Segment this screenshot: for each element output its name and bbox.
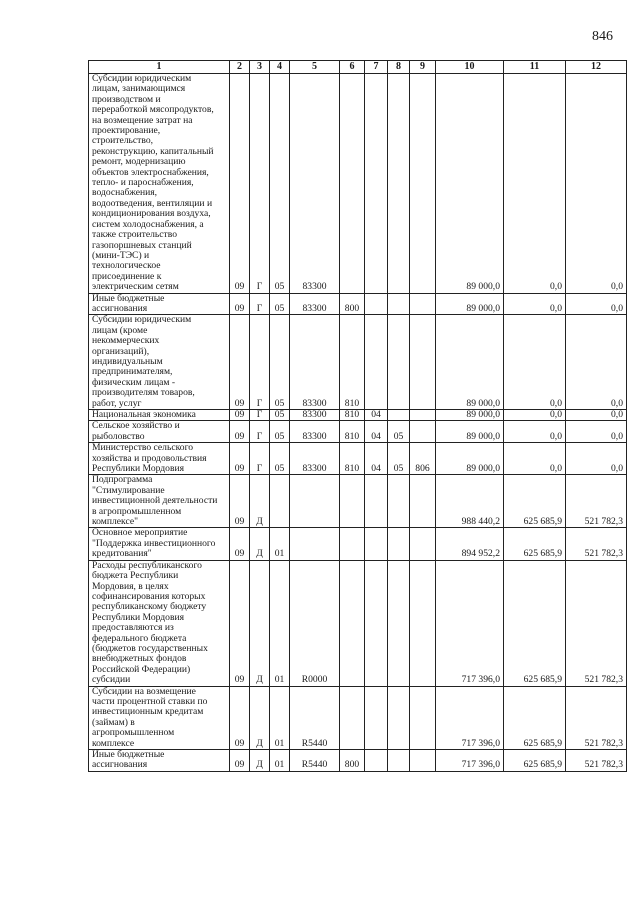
subsection-cell: [388, 475, 410, 528]
amount-col11-cell: 625 685,9: [504, 750, 566, 772]
subsection-cell: [388, 410, 410, 421]
expense-name-cell: Сельское хозяйство и рыболовство: [89, 421, 230, 443]
amount-col11-cell: 0,0: [504, 74, 566, 294]
program-code-cell: 09: [230, 315, 250, 410]
expense-type-cell: [340, 475, 365, 528]
activity-code-cell: 05: [270, 443, 290, 475]
amount-col10-cell: 717 396,0: [436, 686, 504, 749]
ministry-code-cell: [410, 74, 436, 294]
header-cell: 7: [365, 61, 388, 74]
section-cell: [365, 315, 388, 410]
expense-type-cell: [340, 686, 365, 749]
expense-name-cell: Иные бюджетные ассигнования: [89, 293, 230, 315]
expense-type-cell: 810: [340, 443, 365, 475]
amount-col12-cell: 521 782,3: [566, 686, 627, 749]
program-code-cell: 09: [230, 421, 250, 443]
direction-code-cell: R5440: [290, 686, 340, 749]
direction-code-cell: 83300: [290, 410, 340, 421]
program-code-cell: 09: [230, 528, 250, 560]
direction-code-cell: R5440: [290, 750, 340, 772]
amount-col11-cell: 0,0: [504, 293, 566, 315]
expense-name-cell: Субсидии на возмещение части процентной ставки по инвестиционным кредитам (займам) в агропромышленном комплексе: [89, 686, 230, 749]
section-cell: [365, 528, 388, 560]
program-code-cell: 09: [230, 293, 250, 315]
table-row: [89, 528, 627, 560]
amount-col12-cell: 521 782,3: [566, 475, 627, 528]
header-cell: 2: [230, 61, 250, 74]
expense-type-cell: 810: [340, 410, 365, 421]
table-row: [89, 475, 627, 528]
section-cell: 04: [365, 421, 388, 443]
subsection-cell: 05: [388, 421, 410, 443]
amount-col11-cell: 0,0: [504, 421, 566, 443]
ministry-code-cell: [410, 410, 436, 421]
activity-code-cell: 05: [270, 410, 290, 421]
section-cell: 04: [365, 443, 388, 475]
direction-code-cell: 83300: [290, 443, 340, 475]
amount-col12-cell: 0,0: [566, 315, 627, 410]
activity-code-cell: [270, 475, 290, 528]
header-cell: 1: [89, 61, 230, 74]
expense-type-cell: [340, 528, 365, 560]
direction-code-cell: 83300: [290, 74, 340, 294]
program-code-cell: 09: [230, 686, 250, 749]
expense-name-cell: Субсидии юридическим лицам, занимающимся производством и переработкой мясопродуктов, на возмещение затрат на проектирование, строительство, реконструкцию, капитальный ремонт, модернизацию объектов электроснабжения, тепло- и пароснабжения, водоснабжения, водоотведения, вентиляции и кондиционирования воздуха, систем холодоснабжения, а также строительство газопоршневых станций (мини-ТЭС) и технологическое присоединение к электрическим сетям: [89, 74, 230, 294]
activity-code-cell: 05: [270, 315, 290, 410]
table-row: [89, 421, 627, 443]
amount-col12-cell: 0,0: [566, 410, 627, 421]
subprogram-code-cell: Д: [250, 686, 270, 749]
amount-col10-cell: 894 952,2: [436, 528, 504, 560]
amount-col12-cell: 521 782,3: [566, 750, 627, 772]
ministry-code-cell: [410, 560, 436, 686]
header-cell: 3: [250, 61, 270, 74]
expense-name-cell: Министерство сельского хозяйства и продовольствия Республики Мордовия: [89, 443, 230, 475]
amount-col10-cell: 89 000,0: [436, 421, 504, 443]
subprogram-code-cell: Д: [250, 750, 270, 772]
program-code-cell: 09: [230, 443, 250, 475]
expense-type-cell: 810: [340, 421, 365, 443]
header-cell: 10: [436, 61, 504, 74]
section-cell: [365, 293, 388, 315]
subsection-cell: [388, 293, 410, 315]
expense-name-cell: Национальная экономика: [89, 410, 230, 421]
direction-code-cell: 83300: [290, 421, 340, 443]
section-cell: [365, 475, 388, 528]
activity-code-cell: 01: [270, 560, 290, 686]
expense-type-cell: 800: [340, 750, 365, 772]
header-cell: 8: [388, 61, 410, 74]
amount-col12-cell: 0,0: [566, 74, 627, 294]
direction-code-cell: 83300: [290, 293, 340, 315]
header-cell: 5: [290, 61, 340, 74]
ministry-code-cell: [410, 528, 436, 560]
subsection-cell: [388, 315, 410, 410]
table-row: [89, 410, 627, 421]
amount-col10-cell: 89 000,0: [436, 315, 504, 410]
amount-col10-cell: 988 440,2: [436, 475, 504, 528]
ministry-code-cell: 806: [410, 443, 436, 475]
subprogram-code-cell: Г: [250, 410, 270, 421]
expense-name-cell: Расходы республиканского бюджета Республики Мордовия, в целях софинансирования которых республиканскому бюджету Республики Мордовия предоставляются из федерального бюджета (бюджетов государственных внебюджетных фондов Российской Федерации) субсидии: [89, 560, 230, 686]
amount-col10-cell: 717 396,0: [436, 750, 504, 772]
ministry-code-cell: [410, 686, 436, 749]
header-row: [89, 61, 627, 74]
direction-code-cell: [290, 475, 340, 528]
amount-col11-cell: 625 685,9: [504, 686, 566, 749]
subsection-cell: [388, 74, 410, 294]
amount-col12-cell: 0,0: [566, 443, 627, 475]
amount-col12-cell: 0,0: [566, 421, 627, 443]
activity-code-cell: 01: [270, 686, 290, 749]
section-cell: [365, 74, 388, 294]
expense-name-cell: Подпрограмма "Стимулирование инвестиционной деятельности в агропромышленном комплексе": [89, 475, 230, 528]
activity-code-cell: 05: [270, 421, 290, 443]
ministry-code-cell: [410, 315, 436, 410]
expense-name-cell: Субсидии юридическим лицам (кроме некоммерческих организаций), индивидуальным предпринимателям, физическим лицам - производителям товаров, работ, услуг: [89, 315, 230, 410]
section-cell: [365, 750, 388, 772]
activity-code-cell: 05: [270, 74, 290, 294]
amount-col10-cell: 89 000,0: [436, 410, 504, 421]
section-cell: 04: [365, 410, 388, 421]
ministry-code-cell: [410, 475, 436, 528]
subprogram-code-cell: Г: [250, 315, 270, 410]
table-row: [89, 686, 627, 749]
subprogram-code-cell: Д: [250, 475, 270, 528]
expense-type-cell: 800: [340, 293, 365, 315]
budget-table: [88, 60, 627, 772]
direction-code-cell: 83300: [290, 315, 340, 410]
table-row: [89, 315, 627, 410]
amount-col10-cell: 89 000,0: [436, 293, 504, 315]
expense-type-cell: [340, 560, 365, 686]
subprogram-code-cell: Д: [250, 528, 270, 560]
amount-col11-cell: 0,0: [504, 410, 566, 421]
amount-col11-cell: 625 685,9: [504, 475, 566, 528]
expense-type-cell: 810: [340, 315, 365, 410]
ministry-code-cell: [410, 421, 436, 443]
expense-type-cell: [340, 74, 365, 294]
direction-code-cell: R0000: [290, 560, 340, 686]
header-cell: 12: [566, 61, 627, 74]
header-cell: 11: [504, 61, 566, 74]
program-code-cell: 09: [230, 74, 250, 294]
program-code-cell: 09: [230, 750, 250, 772]
activity-code-cell: 01: [270, 750, 290, 772]
program-code-cell: 09: [230, 475, 250, 528]
amount-col10-cell: 717 396,0: [436, 560, 504, 686]
amount-col12-cell: 521 782,3: [566, 528, 627, 560]
subprogram-code-cell: Г: [250, 74, 270, 294]
subprogram-code-cell: Г: [250, 421, 270, 443]
subprogram-code-cell: Д: [250, 560, 270, 686]
program-code-cell: 09: [230, 410, 250, 421]
table-row: [89, 293, 627, 315]
expense-name-cell: Основное мероприятие "Поддержка инвестиционного кредитования": [89, 528, 230, 560]
amount-col11-cell: 0,0: [504, 443, 566, 475]
amount-col11-cell: 0,0: [504, 315, 566, 410]
amount-col11-cell: 625 685,9: [504, 528, 566, 560]
subprogram-code-cell: Г: [250, 293, 270, 315]
subsection-cell: [388, 528, 410, 560]
section-cell: [365, 560, 388, 686]
ministry-code-cell: [410, 750, 436, 772]
table-row: [89, 560, 627, 686]
amount-col12-cell: 521 782,3: [566, 560, 627, 686]
amount-col11-cell: 625 685,9: [504, 560, 566, 686]
program-code-cell: 09: [230, 560, 250, 686]
table-row: [89, 443, 627, 475]
activity-code-cell: 01: [270, 528, 290, 560]
subsection-cell: [388, 560, 410, 686]
table-row: [89, 750, 627, 772]
amount-col10-cell: 89 000,0: [436, 74, 504, 294]
section-cell: [365, 686, 388, 749]
expense-name-cell: Иные бюджетные ассигнования: [89, 750, 230, 772]
direction-code-cell: [290, 528, 340, 560]
amount-col12-cell: 0,0: [566, 293, 627, 315]
subprogram-code-cell: Г: [250, 443, 270, 475]
header-cell: 6: [340, 61, 365, 74]
subsection-cell: 05: [388, 443, 410, 475]
activity-code-cell: 05: [270, 293, 290, 315]
page-number: 846: [592, 29, 613, 44]
ministry-code-cell: [410, 293, 436, 315]
header-cell: 9: [410, 61, 436, 74]
amount-col10-cell: 89 000,0: [436, 443, 504, 475]
table-row: [89, 74, 627, 294]
subsection-cell: [388, 686, 410, 749]
header-cell: 4: [270, 61, 290, 74]
subsection-cell: [388, 750, 410, 772]
